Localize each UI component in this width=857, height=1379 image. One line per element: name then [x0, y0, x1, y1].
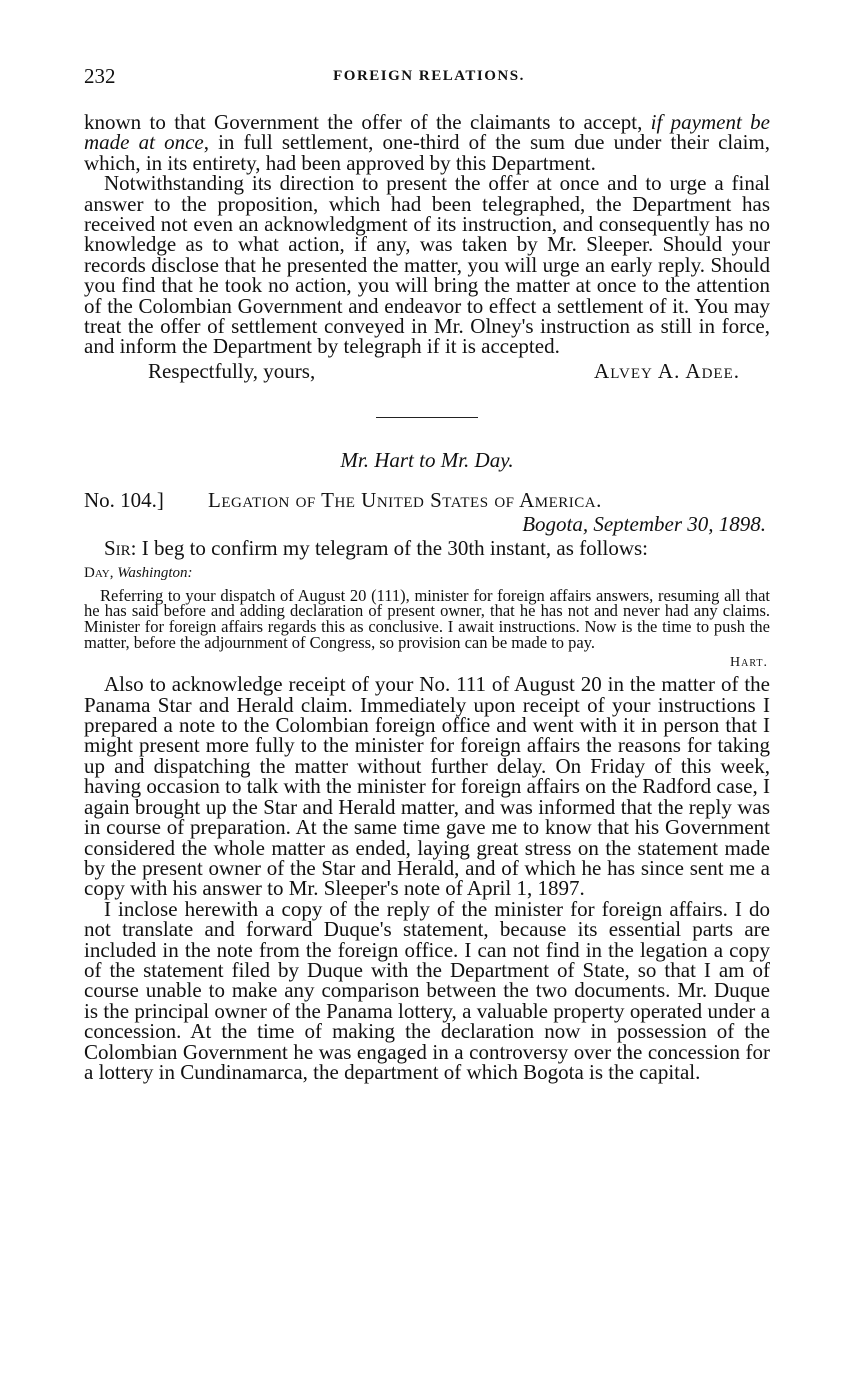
letter1-paragraph-2: Notwithstanding its direction to present the offer at once and to urge a final answer to the proposition, which had been telegraphed, the Department has received not even an acknowledgment of its instruction, and consequently has no knowledge as to what action, if any, was taken by Mr. Sleeper. Should your records disclose that he presented the matter, you will urge an early reply. Should you find that he took no action, you will bring the matter at once to the attention of the Colombian Government and endeavor to effect a settlement of it. You may treat the offer of settlement conveyed in Mr. Olney's instruction as still in force, and inform the Department by telegraph if it is accepted. — [84, 171, 770, 359]
dateline: Bogota, September 30, 1898. — [522, 511, 766, 536]
telegram-signature: Hart. — [729, 655, 768, 671]
page-header — [84, 64, 774, 94]
page-body — [84, 112, 770, 1082]
salutation-text: I beg to confirm my telegram of the 30th instant, as follows: — [136, 535, 648, 560]
telegram-body: Referring to your dispatch of August 20 (111), minister for foreign affairs answers, resuming all that he has said before and adding declaration of present owner, that he has not and never had any claims. Minister for foreign affairs regards this as conclusive. I await instructions. Now is the time to push the matter, before the adjournment of Congress, so provision can be made to pay. — [84, 585, 770, 652]
letter2-heading: Mr. Hart to Mr. Day. — [340, 447, 514, 472]
letter1-p1-italic: if payment be made at once — [84, 110, 770, 155]
letter2-paragraph-2: I inclose herewith a copy of the reply of the minister for foreign affairs. I do not translate and forward Duque's statement, because its essential parts are included in the note from the foreign office. I can not find in the legation a copy of the statement filed by Duque with the Department of State, so that I am of course unable to make any comparison between the two documents. Mr. Duque is the principal owner of the Panama lottery, a valuable property operated under a concession. At the time of making the declaration now in possession of the Colombian Government he was engaged in a controversy over the concession for a lottery in Cundinamarca, the department of which Bogota is the capital. — [84, 896, 770, 1084]
salutation-line — [84, 536, 770, 560]
legation-name: Legation of The United States of America. — [208, 487, 602, 512]
section-divider — [376, 417, 478, 418]
dispatch-number: No. 104.] — [84, 487, 164, 512]
telegram-place: Washington: — [113, 564, 193, 581]
page-number: 232 — [84, 64, 116, 88]
running-title: FOREIGN RELATIONS. — [333, 68, 525, 84]
letter1-paragraph-1 — [84, 112, 770, 173]
telegram-addressee: Day, — [84, 564, 114, 581]
salutation: Sir: — [104, 535, 137, 560]
letter1-signature: Alvey A. Adee. — [594, 358, 740, 383]
telegram-address — [84, 564, 770, 582]
letter2-legation-row — [84, 488, 770, 512]
letter2-paragraph-1: Also to acknowledge receipt of your No. 111 of August 20 in the matter of the Panama Star and Herald claim. Immediately upon receipt of your instructions I prepared a note to the Colombian foreign office and went with it in person that I might present more fully to the minister for foreign affairs the reasons for taking up and dispatching the matter without further delay. On Friday of this week, having occasion to talk with the minister for foreign affairs on the Radford case, I again brought up the Star and Herald matter, and was informed that the reply was in course of preparation. At the same time gave me to know that his Government considered the whole matter as ended, laying great stress on the statement made by the present owner of the Star and Herald, and of which he has since sent me a copy with his answer to Mr. Sleeper's note of April 1, 1897. — [84, 672, 770, 901]
letter1-p1-after: , in full settlement, one-third of the sum due under their claim, which, in its entirety, had been approved by this Department. — [84, 130, 771, 175]
letter1-signoff — [84, 359, 770, 383]
letter1-closing: Respectfully, yours, — [148, 358, 316, 383]
letter1-p1-before: known to that Government the offer of the claimants to accept, — [84, 110, 651, 134]
